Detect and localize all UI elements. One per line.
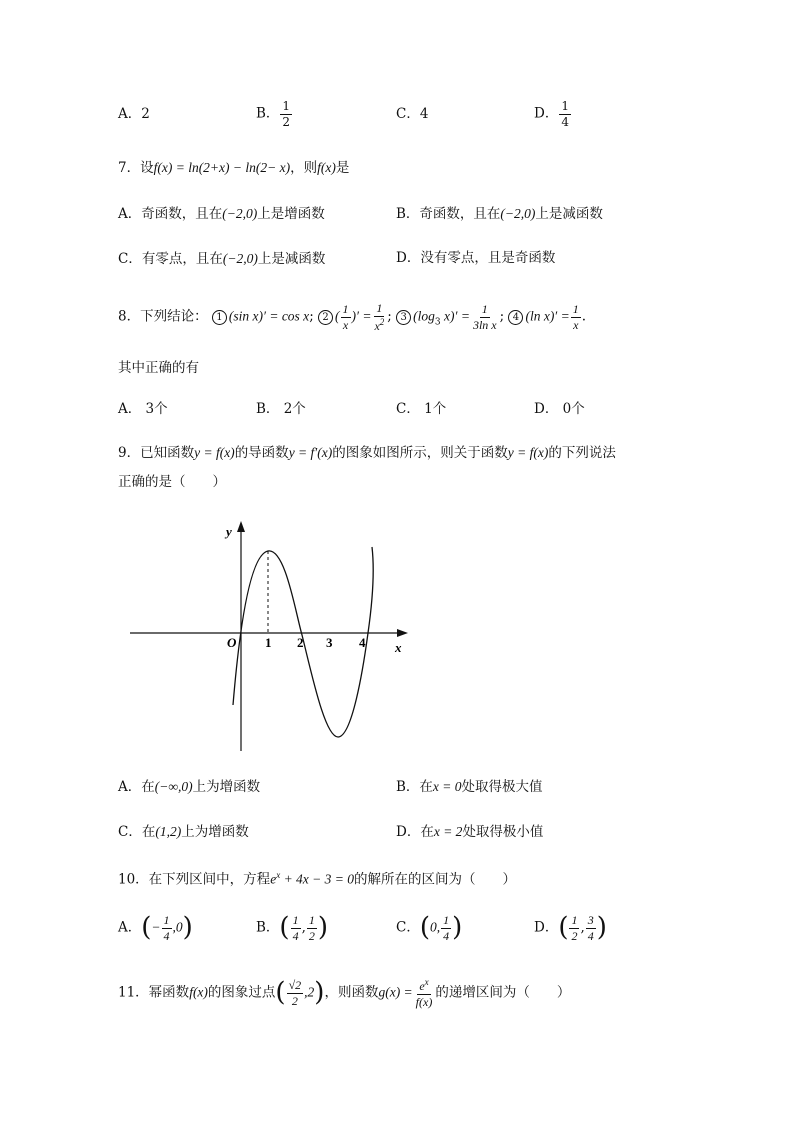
q10-option-b: B．( $\frac{1}{4}$ , $\frac{1}{2}$ )	[256, 912, 329, 943]
y-axis-arrow-icon	[237, 521, 245, 532]
x-label: x	[395, 640, 402, 655]
q6-option-b	[256, 100, 293, 128]
derivative-graph	[120, 515, 420, 755]
q9-option-d: D．在x = 2处取得极小值	[396, 824, 544, 840]
q7-stem: 7．设f(x) = ln(2+x) − ln(2− x)，则f(x)是	[118, 160, 350, 176]
q9-option-b: B．在x = 0处取得极大值	[396, 779, 543, 795]
q11-stem: 11．幂函数f(x)的图象过点( $\frac{√2}{2}$ ,2)，则函数g(x) = $\frac{e^x}{f(x)}$ 的递增区间为（ ）	[118, 977, 571, 1009]
q8-option-d: D． 0个	[534, 401, 585, 417]
q6-option-d	[534, 100, 572, 128]
q8-option-c: C． 1个	[396, 401, 447, 417]
q6-option-a: A．2	[118, 106, 150, 122]
option-label: D．	[534, 105, 559, 122]
q9-option-a: A．在(−∞,0)上为增函数	[118, 779, 261, 795]
y-label: y	[226, 524, 232, 539]
tick-label-1: 1	[265, 635, 272, 650]
q10-option-d: D．( $\frac{1}{2}$ , $\frac{3}{4}$ )	[534, 912, 607, 943]
q10-option-a: A．(− $\frac{1}{4}$ ,0)	[118, 912, 193, 943]
q7-option-c: C．有零点，且在(−2,0)上是减函数	[118, 251, 326, 267]
circled-number: 3	[396, 310, 411, 325]
q8-option-a: A． 3个	[118, 401, 168, 417]
q7-option-a: A．奇函数，且在(−2,0)上是增函数	[118, 206, 325, 222]
fraction: $\frac{1}{4}$	[561, 99, 569, 129]
q9-stem-line2: 正确的是（ ）	[118, 474, 226, 490]
circled-number: 2	[318, 310, 333, 325]
tick-label-3: 3	[326, 635, 333, 650]
q8-line2: 其中正确的有	[118, 360, 199, 376]
q10-stem: 10．在下列区间中，方程$e^x + 4x - 3 = 0$的解所在的区间为（ ）	[118, 870, 517, 888]
q8-option-b: B． 2个	[256, 401, 306, 417]
q10-option-c: C．(0, $\frac{1}{4}$ )	[396, 912, 463, 943]
fraction: $\frac{1}{2}$	[282, 99, 291, 129]
x-axis-arrow-icon	[397, 629, 408, 637]
q8-stem: 8．下列结论： 1 (sin x)′ = cos x; 2 ( $\frac{1}{x}$ )′ = $\frac{1}{x^2}$ ; 3 ($\log_3$ x)′ = $\frac{1}{\text{3ln x}}$ ; 4 (ln x)′ = $\frac{1}{x}$ .	[118, 301, 587, 333]
tick-label-2: 2	[297, 635, 304, 650]
q9-option-c: C．在(1,2)上为增函数	[118, 824, 249, 840]
q6-option-c: C．4	[396, 106, 429, 122]
q7-option-d: D．没有零点，且是奇函数	[396, 250, 556, 266]
circled-number: 4	[508, 310, 523, 325]
tick-label-4: 4	[359, 635, 366, 650]
origin-label: O	[227, 635, 237, 650]
circled-number: 1	[212, 310, 227, 325]
option-label: B．	[256, 105, 280, 122]
q9-stem-line1: 9．已知函数y = f(x)的导函数y = f′(x)的图象如图所示，则关于函数y = f(x)的下列说法	[118, 445, 616, 461]
q7-option-b: B．奇函数，且在(−2,0)上是减函数	[396, 206, 603, 222]
